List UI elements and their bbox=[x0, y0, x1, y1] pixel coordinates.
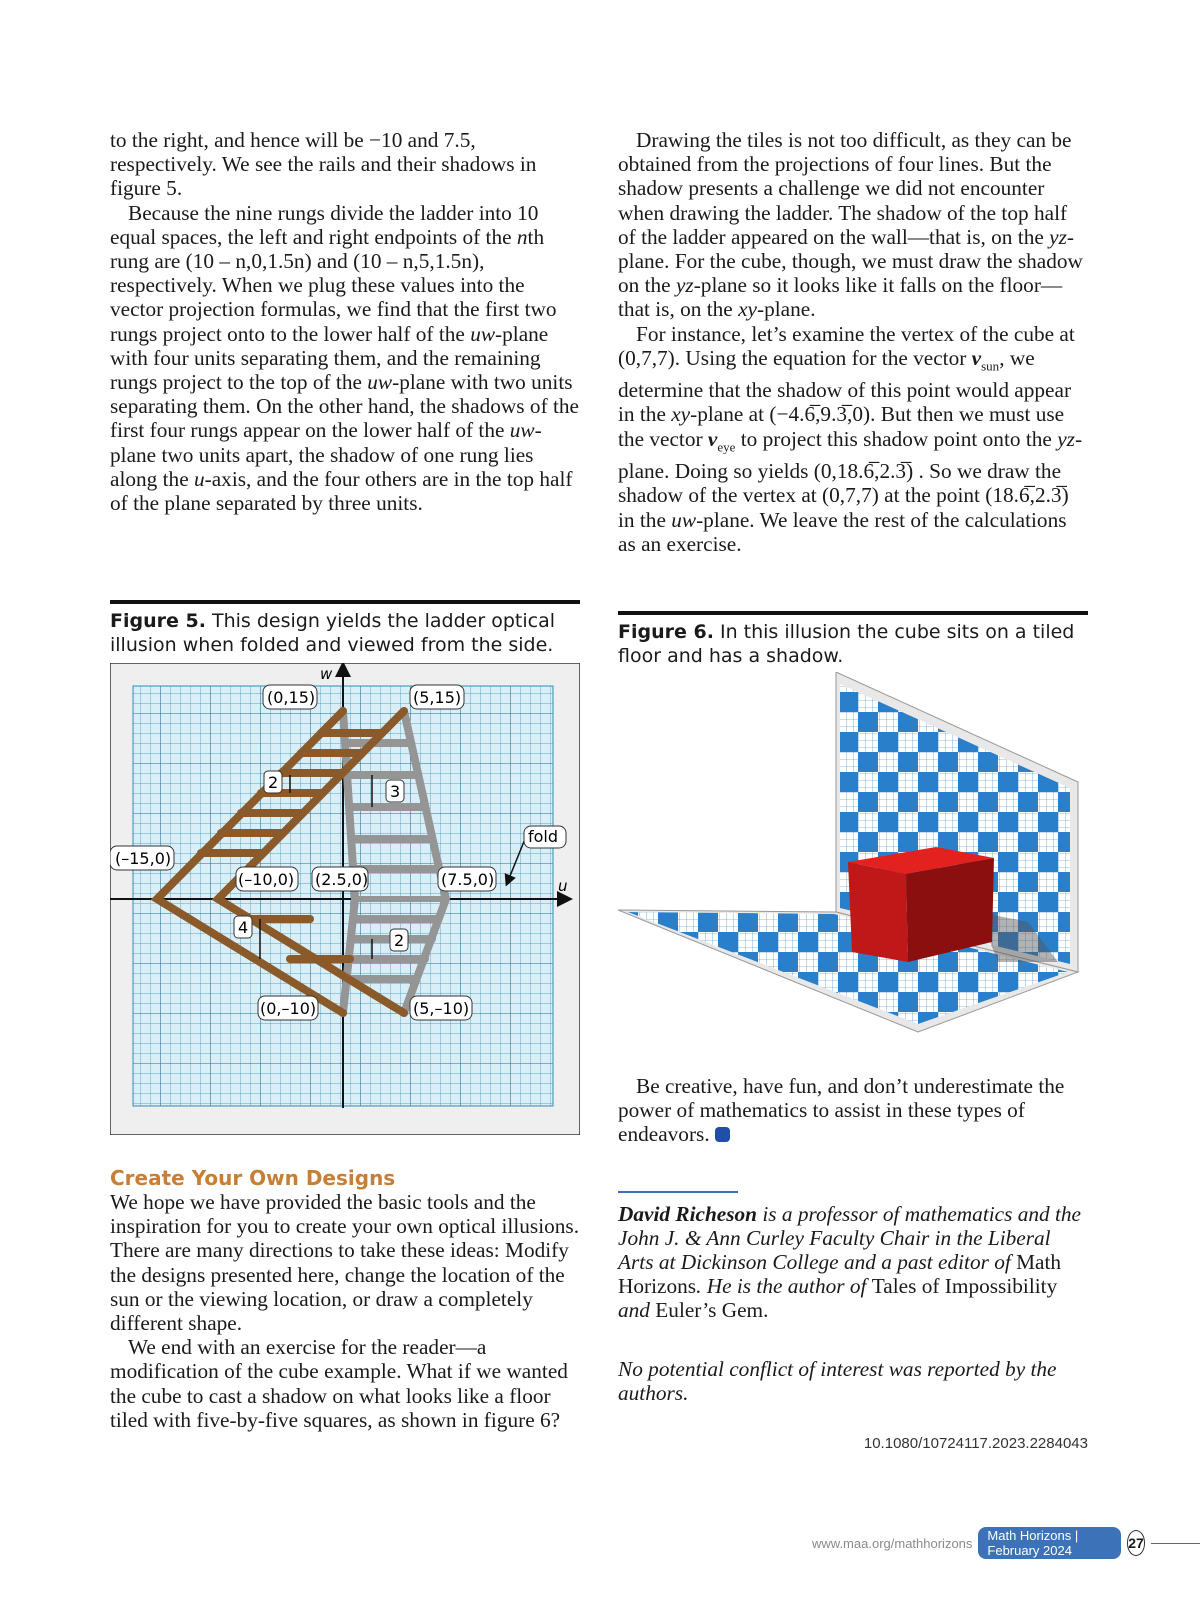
paragraph: to the right, and hence will be −10 and 7.5, respectively. We see the rails and their shadows in figure 5. bbox=[110, 128, 537, 201]
footer-badge: Math Horizons | February 2024 bbox=[978, 1527, 1120, 1559]
label-7-5-0: (7.5,0) bbox=[441, 870, 495, 889]
paragraph: We end with an exercise for the reader—a modification of the cube example. What if we wanted the cube to cast a shadow on what looks like a floor tiled with five-by-five squares, as shown in figure 6? bbox=[110, 1335, 568, 1432]
figure-5-diagram bbox=[110, 663, 580, 1135]
left-column bbox=[110, 128, 580, 515]
figure-5-caption: Figure 5. This design yields the ladder optical illusion when folded and viewed from the side. bbox=[110, 600, 580, 657]
w-axis-label: w bbox=[320, 665, 333, 683]
figure-6-illustration bbox=[618, 672, 1088, 1048]
conflict-statement: No potential conflict of interest was reported by the authors. bbox=[618, 1356, 1057, 1405]
label-m10-0: (–10,0) bbox=[238, 870, 295, 889]
paragraph: We hope we have provided the basic tools and the inspiration for you to create your own optical illusions. There are many directions to take these ideas: Modify the designs presented here, change the location of the sun or the viewing location, or draw a completely different shape. bbox=[110, 1190, 580, 1336]
create-section bbox=[110, 1166, 580, 1432]
label-5-m10: (5,–10) bbox=[413, 999, 470, 1018]
cube bbox=[848, 847, 994, 962]
u-axis-label: u bbox=[558, 877, 568, 895]
gap-label: 2 bbox=[394, 931, 405, 950]
gap-label: 3 bbox=[390, 782, 401, 801]
closing-section bbox=[618, 1074, 1088, 1452]
paragraph: For instance, let’s examine the vertex of the cube at (0,7,7). Using the equation for the vector $v_{sun}$, we determine that the shadow of this point would appear in the xy-plane at (−4.6̅,9.3̅,0). But then we must use the vector $v_{eye}$ to project this shadow point onto the yz-plane. Doing so yields (0,18.6̅,2.3̅) . So we draw the shadow of the vertex at (0,7,7) at the point (18.6̅,2.3̅) in the uw-plane. We leave the rest of the calculations as an exercise. bbox=[618, 321, 1083, 556]
paragraph: Because the nine rungs divide the ladder into 10 equal spaces, the left and right endpoints of the nth rung are (10 – n,0,1.5n) and (10 – n,5,1.5n), respectively. When we plug these values into the vector projection formulas, we find that the first two rungs project onto to the lower half of the uw-plane with four units separating them, and the remaining rungs project to the top of the uw-plane with two units separating them. On the other hand, the shadows of the first four rungs appear on the lower half of the uw-plane two units apart, the shadow of one rung lies along the u-axis, and the four others are in the top half of the plane separated by three units. bbox=[110, 200, 579, 516]
label-0-15: (0,15) bbox=[267, 688, 316, 707]
author-bio: David Richeson is a professor of mathematics and the John J. & Ann Curley Faculty Chair in the Liberal Arts at Dickinson College and a past editor of Math Horizons. He is the author of Tales of Impossibility and Euler’s Gem. bbox=[618, 1201, 1082, 1323]
doi: 10.1080/10724117.2023.2284043 bbox=[863, 1435, 1088, 1453]
gap-label: 4 bbox=[238, 918, 249, 937]
end-mark-icon bbox=[715, 1127, 730, 1142]
label-0-m10: (0,–10) bbox=[260, 999, 317, 1018]
label-fold: fold bbox=[528, 827, 559, 846]
section-heading: Create Your Own Designs bbox=[110, 1166, 396, 1190]
footer bbox=[812, 1527, 1200, 1559]
footer-url[interactable]: www.maa.org/mathhorizons bbox=[812, 1535, 973, 1551]
page-number: 27 bbox=[1127, 1530, 1146, 1556]
figure-6-caption: Figure 6. In this illusion the cube sits on a tiled floor and has a shadow. bbox=[618, 611, 1088, 668]
divider bbox=[618, 1191, 738, 1193]
paragraph: Drawing the tiles is not too difficult, as they can be obtained from the projections of four lines. But the shadow presents a challenge we did not encounter when drawing the ladder. The shadow of the top half of the ladder appeared on the wall—that is, on the yz-plane. For the cube, though, we must draw the shadow on the yz-plane so it looks like it falls on the floor—that is, on the xy-plane. bbox=[618, 128, 1083, 322]
paragraph: Be creative, have fun, and don’t underestimate the power of mathematics to assist in these types of endeavors. bbox=[618, 1074, 1065, 1147]
footer-rule bbox=[1151, 1543, 1200, 1544]
label-2-5-0: (2.5,0) bbox=[315, 870, 369, 889]
right-column bbox=[618, 128, 1088, 556]
label-m15-0: (–15,0) bbox=[115, 849, 172, 868]
gap-label: 2 bbox=[268, 773, 279, 792]
label-5-15: (5,15) bbox=[413, 688, 462, 707]
